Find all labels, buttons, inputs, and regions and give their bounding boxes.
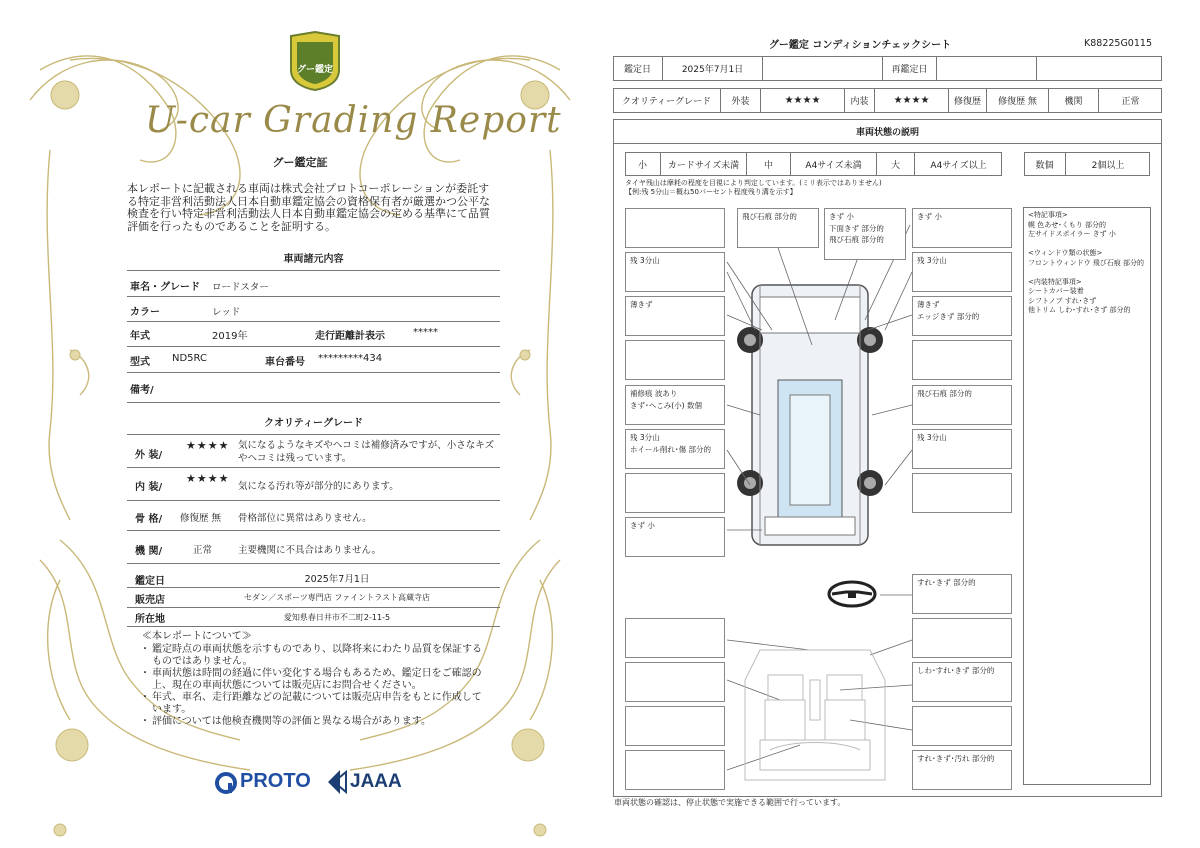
note-item: ・ 年式、車名、走行距離などの記載については販売店申告をもとに作成しています。	[140, 692, 482, 715]
note-line: 左サイドスポイラー きず 小	[1028, 230, 1116, 238]
legend-mid-desc: A4サイズ未満	[791, 152, 877, 176]
tire-note-2: 【例:残 5分山＝概ね50パーセント程度残り溝を示す】	[625, 188, 797, 196]
chassis-value: *********434	[318, 353, 383, 364]
callout-interior-r4: すれ･きず･汚れ 部分的	[912, 750, 1012, 790]
date-value: 2025年7月1日	[304, 574, 370, 585]
callout-steering: すれ･きず 部分的	[912, 574, 1012, 614]
notes-title: ≪本レポートについて≫	[142, 631, 252, 642]
specs-heading: 車両諸元内容	[283, 254, 344, 265]
divider	[127, 626, 500, 627]
address-value: 愛知県春日井市不二町2-11-5	[283, 613, 391, 622]
callout-interior-l4	[625, 750, 725, 790]
ext-label: 外装	[721, 88, 761, 113]
badge-label: グー鑑定	[296, 65, 333, 75]
callout-front-right: きず 小	[912, 208, 1012, 248]
callout-interior-l3	[625, 706, 725, 746]
date-label: 鑑定日	[613, 56, 663, 81]
color-value: レッド	[212, 307, 241, 318]
ext-stars: ★★★★	[761, 88, 845, 113]
callout-left-door	[625, 340, 725, 380]
goo-kantei-badge-icon	[287, 30, 343, 92]
divider	[127, 530, 500, 531]
qg-label: クオリティーグレード	[613, 88, 721, 113]
name-value: ロードスター	[212, 282, 269, 293]
remarks-label: 備考/	[130, 385, 154, 396]
divider	[127, 296, 500, 297]
divider	[127, 321, 500, 322]
note-line: <内装特記事項>	[1028, 277, 1082, 286]
callout-right-quarter: 飛び石痕 部分的	[912, 385, 1012, 425]
divider	[127, 402, 500, 403]
note-line: 他トリム しわ･すれ･きず 部分的	[1028, 306, 1131, 314]
interior-text: 気になる汚れ等が部分的にあります。	[238, 481, 399, 492]
report-id: K88225G0115	[1084, 38, 1152, 49]
legend-large: 大	[877, 152, 915, 176]
script-title: U-car Grading Report	[145, 100, 562, 141]
callout-rear-left	[625, 473, 725, 513]
divider	[127, 270, 500, 271]
model-label: 型式	[130, 357, 150, 368]
sheet-title: グー鑑定 コンディションチェックシート	[768, 40, 952, 51]
year-value: 2019年	[212, 331, 248, 342]
tire-note-1: タイヤ残山は摩耗の程度を目視により判定しています。(ミリ表示ではありません)	[625, 179, 882, 187]
callout-tire-rear-right: 残 3分山	[912, 429, 1012, 469]
color-label: カラー	[130, 307, 160, 318]
shop-value: セダン／スポーツ専門店 ファイントラスト高蔵寺店	[244, 593, 430, 602]
divider	[127, 607, 500, 608]
divider	[127, 467, 500, 468]
note-line: 幌 色あせ･くもり 部分的	[1028, 220, 1106, 229]
year-label: 年式	[130, 331, 150, 342]
chassis-label: 車台番号	[265, 357, 305, 368]
shop-label: 販売店	[135, 595, 165, 606]
repair-label: 修復歴	[949, 88, 987, 113]
legend-small-desc: カードサイズ未満	[661, 152, 747, 176]
note-line: シフトノブ すれ･きず	[1028, 296, 1097, 305]
special-notes-box	[1023, 207, 1151, 785]
divider	[127, 500, 500, 501]
quality-heading: クオリティーグレード	[264, 418, 363, 429]
repair-value: 修復歴 無	[987, 88, 1049, 113]
frame-text: 骨格部位に異常はありません。	[238, 513, 372, 524]
int-stars: ★★★★	[875, 88, 949, 113]
condition-check-sheet	[600, 0, 1200, 848]
callout-tire-front-right: 残 3分山	[912, 252, 1012, 292]
int-label: 内装	[845, 88, 875, 113]
frame-label: 骨 格/	[135, 514, 163, 525]
mileage-value: *****	[413, 327, 438, 338]
callout-rear-bumper: きず 小	[625, 517, 725, 557]
callout-left-quarter: 補修痕 波あり きず･へこみ(小) 数個	[625, 385, 725, 425]
callout-hood: 飛び石痕 部分的	[737, 208, 819, 248]
legend-count: 数個	[1024, 152, 1066, 176]
legend-small: 小	[625, 152, 661, 176]
callout-interior-l2	[625, 662, 725, 702]
recheck-label: 再鑑定日	[883, 56, 937, 81]
callout-interior-r3	[912, 706, 1012, 746]
note-item: ・ 車両状態は時間の経過に伴い変化する場合もあるため、鑑定日をご確認の上、現在の車両状態については販売店にお問合せください。	[140, 668, 482, 691]
callout-right-door	[912, 340, 1012, 380]
name-label: 車名・グレード	[130, 282, 200, 293]
engine-label: 機 関/	[135, 546, 163, 557]
proto-logo-icon	[214, 771, 238, 795]
empty-cell	[763, 56, 883, 81]
note-item: ・ 評価については他検査機関等の評価と異なる場合があります。	[140, 716, 431, 727]
legend-mid: 中	[747, 152, 791, 176]
callout-interior-r1	[912, 618, 1012, 658]
proto-logo-text: PROTO	[240, 770, 311, 792]
callout-interior-l1	[625, 618, 725, 658]
jaaa-logo-text: JAAA	[350, 771, 402, 792]
legend-count-desc: 2個以上	[1091, 160, 1125, 171]
callout-right-fender: 薄きず エッジきず 部分的	[912, 296, 1012, 336]
divider	[127, 434, 500, 435]
note-line: <特記事項>	[1028, 211, 1068, 219]
callout-front-left	[625, 208, 725, 248]
divider	[127, 587, 500, 588]
notes-list	[140, 644, 490, 728]
section-title: 車両状態の説明	[613, 119, 1162, 144]
callout-interior-r2: しわ･すれ･きず 部分的	[912, 662, 1012, 702]
exterior-label: 外 装/	[135, 450, 163, 461]
engine-label: 機関	[1049, 88, 1099, 113]
date-value: 2025年7月1日	[663, 56, 763, 81]
car-interior-diagram	[740, 640, 890, 790]
note-line: フロントウィンドウ 飛び石痕 部分的	[1028, 258, 1145, 267]
callout-front-bumper: きず 小 下面きず 部分的 飛び石痕 部分的	[824, 208, 906, 260]
steering-wheel-icon	[826, 579, 878, 609]
exterior-stars: ★★★★	[186, 439, 230, 452]
certificate-title: グー鑑定証	[272, 156, 328, 169]
footer-note: 車両状態の確認は、停止状態で実施できる範囲で行っています。	[614, 798, 846, 807]
frame-value: 修復歴 無	[180, 513, 222, 524]
divider	[127, 372, 500, 373]
engine-text: 主要機関に不具合はありません。	[238, 545, 382, 556]
callout-rear-right	[912, 473, 1012, 513]
note-item: ・ 鑑定時点の車両状態を示すものであり、以降将来にわたり品質を保証するものではありません。	[140, 644, 482, 667]
note-line	[1028, 268, 1146, 278]
callout-tire-front-left: 残 3分山	[625, 252, 725, 292]
engine-value: 正常	[1121, 97, 1140, 107]
interior-stars: ★★★★	[186, 472, 230, 485]
recheck-value	[937, 56, 1037, 81]
engine-value: 正常	[193, 545, 213, 556]
divider	[127, 563, 500, 564]
divider	[127, 346, 500, 347]
note-line	[1028, 240, 1146, 250]
legend-large-desc: A4サイズ以上	[930, 160, 987, 171]
note-line: シートカバー装着	[1028, 287, 1084, 295]
note-line: <ウィンドウ類の状態>	[1028, 249, 1103, 257]
mileage-label: 走行距離計表示	[315, 331, 385, 342]
model-value: ND5RC	[172, 353, 207, 364]
jaaa-logo-icon	[326, 768, 348, 796]
interior-label: 内 装/	[135, 482, 163, 493]
intro-paragraph: 本レポートに記載される車両は株式会社プロトコーポレーションが委託する特定非営利活動法人日本自動車鑑定協会の資格保有者が厳選かつ公平な検査を行い特定非営利活動法人日本自動車鑑定協会の定める基準にて品質評価を行ったものであることを証明する。	[127, 183, 490, 233]
callout-left-fender: 薄きず	[625, 296, 725, 336]
date-label: 鑑定日	[135, 576, 165, 587]
address-label: 所在地	[135, 614, 165, 625]
exterior-text: 気になるようなキズやヘコミは補修済みですが、小さなキズやヘコミは残っています。	[238, 440, 495, 464]
callout-tire-rear-left: 残 3分山 ホイール削れ･傷 部分的	[625, 429, 725, 469]
